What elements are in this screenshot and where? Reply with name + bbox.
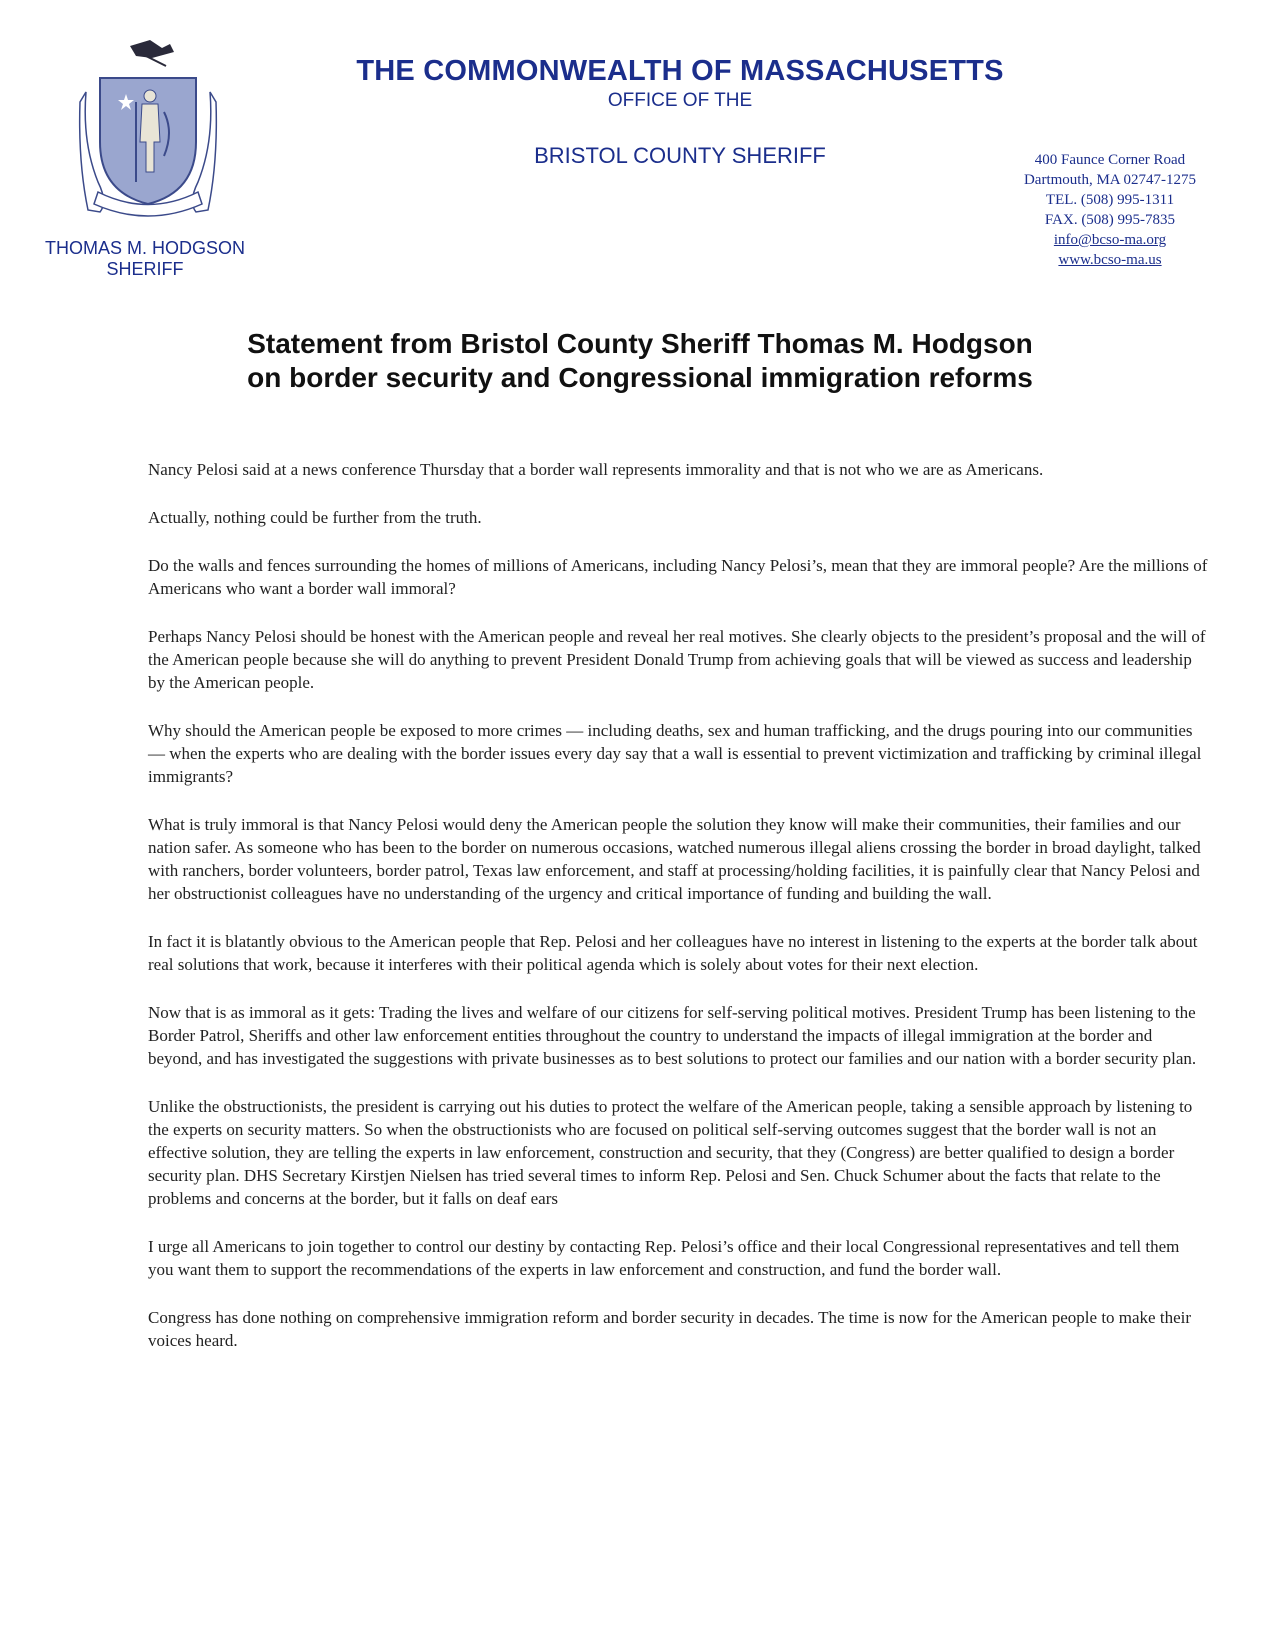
paragraph: Do the walls and fences surrounding the homes of millions of Americans, including Nancy Pelosi’s, mean that they are immoral people? Are the millions of Americans who want a border wall immoral? [148,556,1208,598]
statement-title-line-1: Statement from Bristol County Sheriff Thomas M. Hodgson [247,328,1033,359]
paragraph: Congress has done nothing on comprehensive immigration reform and border security in decades. The time is now for the American people to make their voices heard. [148,1308,1192,1350]
org-title: THE COMMONWEALTH OF MASSACHUSETTS [356,55,1004,87]
massachusetts-seal-icon [78,32,218,222]
paragraph: Now that is as immoral as it gets: Trading the lives and welfare of our citizens for self-serving political motives. President Trump has been listening to the Border Patrol, Sheriffs and other law enforcement entities throughout the country to understand the impacts of illegal immigration at the border and beyond, and has investigated the suggestions with private businesses as to best solutions to protect our families and our nation with a border security plan. [148,1003,1197,1068]
sheriff-title: SHERIFF [106,259,184,279]
paragraph: Perhaps Nancy Pelosi should be honest with the American people and reveal her real motives. She clearly objects to the president’s proposal and the will of the American people because she will do anything to prevent President Donald Trump from achieving goals that will be viewed as success and leadership by the American people. [148,627,1206,692]
department-name: BRISTOL COUNTY SHERIFF [534,143,826,168]
statement-body [148,458,1208,1377]
statement-title-line-2: on border security and Congressional immigration reforms [247,362,1033,393]
address-line-2: Dartmouth, MA 02747-1275 [1023,172,1197,188]
paragraph: What is truly immoral is that Nancy Pelosi would deny the American people the solution they know will make their communities, their families and our nation safer. As someone who has been to the border on numerous occasions, watched numerous illegal aliens crossing the border in broad daylight, talked with ranchers, border volunteers, border patrol, Texas law enforcement, and staff at processing/holding facilities, it is painfully clear that Nancy Pelosi and her obstructionist colleagues have no understanding of the urgency and critical importance of funding and building the wall. [148,815,1201,903]
statement-title [140,327,1140,395]
website-link[interactable]: www.bcso-ma.us [1058,252,1162,268]
sheriff-name: THOMAS M. HODGSON [44,238,245,258]
fax: FAX. (508) 995-7835 [1044,212,1176,228]
paragraph: Why should the American people be exposed to more crimes — including deaths, sex and human trafficking, and the drugs pouring into our communities — when the experts who are dealing with the border issues every day say that a wall is essential to prevent victimization and trafficking by criminal illegal immigrants? [148,721,1202,786]
telephone: TEL. (508) 995-1311 [1045,192,1175,208]
paragraph: Unlike the obstructionists, the president is carrying out his duties to protect the welfare of the American people, taking a sensible approach by listening to the experts on security matters. So when the obstructionists who are focused on political self-serving outcomes suggest that the border wall is not an effective solution, they are telling the experts in law enforcement, construction and security, that they (Congress) are better qualified to design a border security plan. DHS Secretary Kirstjen Nielsen has tried several times to inform Rep. Pelosi and Sen. Chuck Schumer about the facts that relate to the problems and concerns at the border, but it falls on deaf ears [148,1097,1193,1208]
office-of-label: OFFICE OF THE [607,90,753,111]
sheriff-block [30,238,260,280]
paragraph: I urge all Americans to join together to control our destiny by contacting Rep. Pelosi’s office and their local Congressional representatives and tell them you want them to support the recommendations of the experts in law enforcement and construction, and fund the border wall. [148,1237,1180,1279]
paragraph: Actually, nothing could be further from the truth. [148,508,482,527]
email-link[interactable]: info@bcso-ma.org [1053,232,1167,248]
paragraph: In fact it is blatantly obvious to the American people that Rep. Pelosi and her colleagues have no interest in listening to the experts at the border talk about real solutions that work, because it interferes with their political agenda which is solely about votes for their next election. [148,932,1198,974]
paragraph: Nancy Pelosi said at a news conference Thursday that a border wall represents immorality and that is not who we are as Americans. [148,460,1044,479]
contact-block [990,150,1230,270]
address-line-1: 400 Faunce Corner Road [1034,152,1186,168]
